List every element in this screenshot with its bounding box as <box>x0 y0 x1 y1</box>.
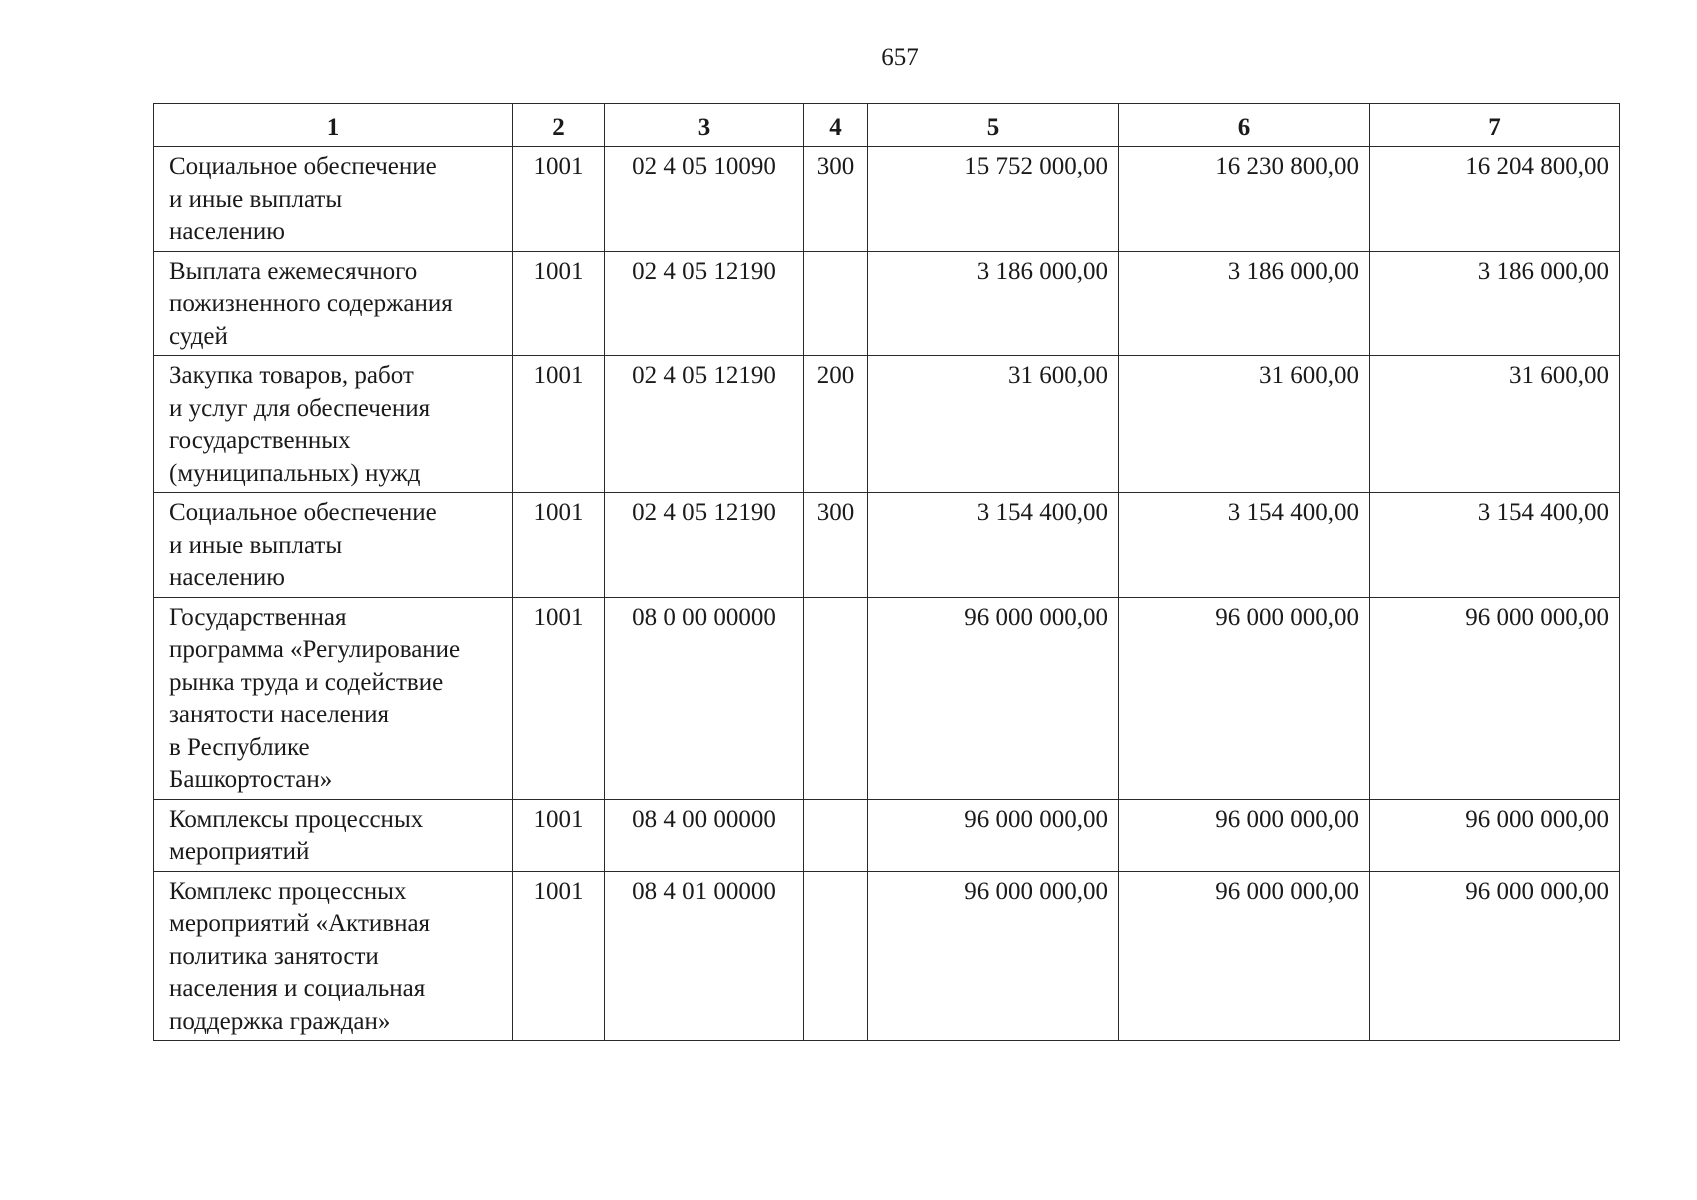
cell-value-7: 3 186 000,00 <box>1370 251 1620 356</box>
table-row <box>154 356 1620 493</box>
cell-name-line: пожизненного содержания <box>169 290 453 317</box>
cell-section: 1001 <box>513 493 605 598</box>
cell-value-6: 16 230 800,00 <box>1119 147 1370 252</box>
cell-name-line: политика занятости <box>169 942 379 970</box>
cell-value-6: 96 000 000,00 <box>1119 871 1370 1041</box>
cell-section: 1001 <box>513 147 605 252</box>
cell-type <box>804 251 868 356</box>
cell-section: 1001 <box>513 356 605 493</box>
cell-value-6: 3 154 400,00 <box>1119 493 1370 598</box>
cell-value-7: 16 204 800,00 <box>1370 147 1620 252</box>
cell-section: 1001 <box>513 251 605 356</box>
table-row <box>154 799 1620 871</box>
header-col-2: 2 <box>513 104 605 147</box>
table-row <box>154 147 1620 252</box>
cell-value-7: 3 154 400,00 <box>1370 493 1620 598</box>
cell-value-6: 96 000 000,00 <box>1119 799 1370 871</box>
cell-name-line: поддержка граждан» <box>169 1007 391 1035</box>
cell-name-line: Социальное обеспечение <box>169 153 437 180</box>
cell-value-7: 96 000 000,00 <box>1370 799 1620 871</box>
cell-name-line: в Республике <box>169 733 310 761</box>
cell-type <box>804 597 868 799</box>
cell-name-line: Выплата ежемесячного <box>169 257 418 285</box>
cell-value-5: 96 000 000,00 <box>868 597 1119 799</box>
cell-value-7: 31 600,00 <box>1370 356 1620 493</box>
cell-name-line: государственных <box>169 427 351 454</box>
cell-name-line: Закупка товаров, работ <box>169 362 414 389</box>
cell-type <box>804 871 868 1041</box>
cell-name-line: и иные выплаты <box>169 531 343 559</box>
cell-section: 1001 <box>513 597 605 799</box>
cell-name <box>154 493 513 598</box>
header-col-6: 6 <box>1119 104 1370 147</box>
cell-name-line: Комплексы процессных <box>169 805 424 833</box>
cell-value-5: 96 000 000,00 <box>868 871 1119 1041</box>
cell-name-line: занятости населения <box>169 701 390 728</box>
cell-name-line: и иные выплаты <box>169 185 343 213</box>
cell-name-line: населению <box>169 218 285 245</box>
header-col-1: 1 <box>154 104 513 147</box>
cell-code: 02 4 05 12190 <box>605 356 804 493</box>
cell-name-line: (муниципальных) нужд <box>169 459 421 487</box>
header-col-3: 3 <box>605 104 804 147</box>
cell-name-line: и услуг для обеспечения <box>169 394 431 422</box>
cell-name-line: Социальное обеспечение <box>169 499 437 526</box>
cell-type: 200 <box>804 356 868 493</box>
cell-code: 08 4 01 00000 <box>605 871 804 1041</box>
cell-name <box>154 871 513 1041</box>
cell-code: 02 4 05 12190 <box>605 493 804 598</box>
budget-table <box>153 103 1620 1041</box>
cell-type <box>804 799 868 871</box>
cell-value-7: 96 000 000,00 <box>1370 597 1620 799</box>
cell-value-7: 96 000 000,00 <box>1370 871 1620 1041</box>
page-number: 657 <box>881 44 919 71</box>
header-col-7: 7 <box>1370 104 1620 147</box>
cell-value-5: 3 154 400,00 <box>868 493 1119 598</box>
cell-value-6: 3 186 000,00 <box>1119 251 1370 356</box>
cell-name <box>154 356 513 493</box>
cell-value-5: 15 752 000,00 <box>868 147 1119 252</box>
cell-value-5: 3 186 000,00 <box>868 251 1119 356</box>
cell-name-line: судей <box>169 322 228 350</box>
header-col-5: 5 <box>868 104 1119 147</box>
cell-name-line: населению <box>169 564 285 591</box>
cell-code: 08 4 00 00000 <box>605 799 804 871</box>
cell-value-6: 96 000 000,00 <box>1119 597 1370 799</box>
header-row <box>154 104 1620 147</box>
table-row <box>154 251 1620 356</box>
cell-section: 1001 <box>513 871 605 1041</box>
cell-name <box>154 147 513 252</box>
cell-type: 300 <box>804 493 868 598</box>
cell-value-6: 31 600,00 <box>1119 356 1370 493</box>
table-row <box>154 597 1620 799</box>
cell-name-line: программа «Регулирование <box>169 636 461 663</box>
table-body <box>154 147 1620 1041</box>
cell-name-line: Комплекс процессных <box>169 877 407 905</box>
cell-name <box>154 251 513 356</box>
cell-value-5: 31 600,00 <box>868 356 1119 493</box>
cell-name-line: мероприятий <box>169 838 310 865</box>
cell-name-line: населения и социальная <box>169 975 426 1002</box>
cell-code: 02 4 05 12190 <box>605 251 804 356</box>
cell-section: 1001 <box>513 799 605 871</box>
cell-name-line: рынка труда и содействие <box>169 668 444 696</box>
cell-name-line: Государственная <box>169 603 347 631</box>
cell-name <box>154 597 513 799</box>
header-col-4: 4 <box>804 104 868 147</box>
cell-name <box>154 799 513 871</box>
cell-name-line: мероприятий «Активная <box>169 910 431 937</box>
cell-value-5: 96 000 000,00 <box>868 799 1119 871</box>
table-row <box>154 871 1620 1041</box>
table-header <box>154 104 1620 147</box>
table-row <box>154 493 1620 598</box>
cell-name-line: Башкортостан» <box>169 766 333 793</box>
cell-code: 02 4 05 10090 <box>605 147 804 252</box>
cell-type: 300 <box>804 147 868 252</box>
cell-code: 08 0 00 00000 <box>605 597 804 799</box>
